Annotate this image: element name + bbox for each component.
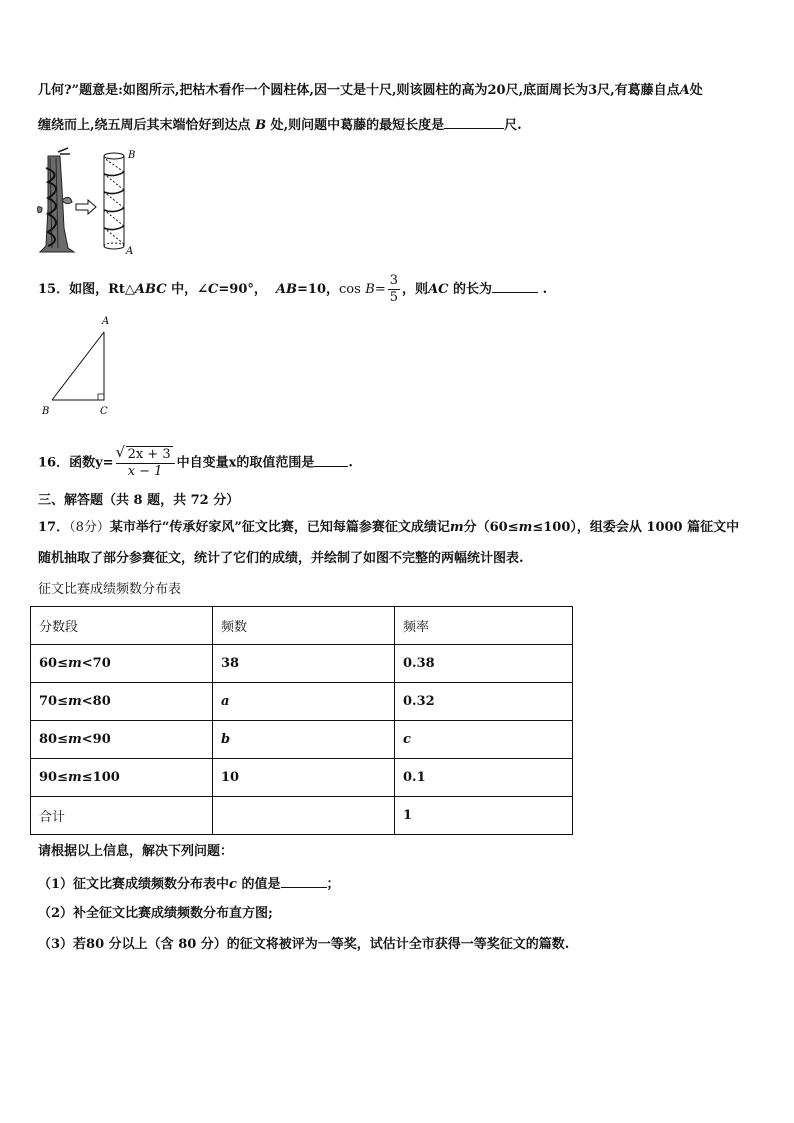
- q17-intro: 请根据以上信息，解决下列问题：: [38, 844, 234, 859]
- q17-line-2: 随机抽取了部分参赛征文，统计了它们的成绩，并绘制了如图不完整的两幅统计图表.: [38, 551, 524, 566]
- table-row: 80≤m<90 b c: [31, 721, 573, 759]
- header-range: 分数段: [31, 607, 213, 645]
- function-fraction: √ $\frac{2x + 3}{x - 1}$: [116, 446, 175, 480]
- q17-sub-3: （3）若80 分以上（含 80 分）的征文将被评为一等奖，试估计全市获得一等奖征文的篇数.: [38, 937, 570, 952]
- point-b: B: [255, 118, 267, 133]
- answer-blank-17-1: [281, 873, 327, 888]
- table-row: 90≤m≤100 10 0.1: [31, 759, 573, 797]
- arrow-right-icon: [76, 200, 96, 214]
- q16-line: 16．函数y= √ $\frac{2x + 3}{x - 1}$ 中自变量x的取值范围是 .: [38, 446, 353, 480]
- tree-cylinder-figure: [38, 148, 148, 258]
- table-header-row: [31, 607, 573, 645]
- header-count: 频数: [213, 607, 395, 645]
- table-title: 征文比赛成绩频数分布表: [38, 582, 182, 597]
- q15-number: 15．: [38, 282, 70, 297]
- cos-fraction: $\frac{3}{5}$: [389, 273, 399, 305]
- table-row: 70≤m<80 a 0.32: [31, 683, 573, 721]
- q14-line-1: 几何?”题意是:如图所示,把枯木看作一个圆柱体,因一丈是十尺,则该圆柱的高为20尺,底面周长为3尺,有葛藤自点A处: [38, 83, 703, 98]
- answer-blank-14: [444, 114, 504, 129]
- right-triangle-figure: [38, 312, 128, 422]
- answer-blank-16: [314, 452, 348, 467]
- q17-sub-1: （1）征文比赛成绩频数分布表中c 的值是 ；: [38, 873, 340, 895]
- q14-line-2: 缠绕而上,绕五周后其末端恰好到达点 B 处,则问题中葛藤的最短长度是 尺.: [38, 114, 522, 136]
- q15-line: 15．如图，Rt△ABC 中，∠C=90°， AB=10，cos B= $\frac{3}{5}$ ，则AC 的长为 .: [38, 273, 548, 305]
- figure-label-b: B: [128, 150, 136, 161]
- q16-number: 16．: [38, 455, 70, 471]
- q17-number: 17．: [38, 520, 70, 535]
- q17-line-1: 17．（8分）某市举行“传承好家风”征文比赛，已知每篇参赛征文成绩记m分（60≤m≤100），组委会从 1000 篇征文中: [38, 520, 740, 535]
- header-frequency: 频率: [395, 607, 573, 645]
- triangle-label-b: B: [42, 406, 50, 417]
- frequency-table: [30, 606, 573, 835]
- tree-trunk-icon: [38, 148, 75, 252]
- point-a: A: [679, 83, 690, 98]
- answer-blank-15: [492, 278, 538, 293]
- right-angle-mark: [98, 394, 104, 400]
- figure-label-a: A: [126, 246, 134, 257]
- q17-sub-2: （2）补全征文比赛成绩频数分布直方图;: [38, 906, 273, 921]
- table-total-row: 合计 1: [31, 797, 573, 835]
- triangle-label-a: A: [102, 316, 110, 327]
- table-row: 60≤m<70 38 0.38: [31, 645, 573, 683]
- triangle-label-c: C: [100, 406, 108, 417]
- cylinder-icon: [104, 153, 124, 249]
- sqrt-expression: √ 2x + 3: [126, 446, 173, 463]
- section-title: 三、解答题（共 8 题，共 72 分）: [38, 493, 240, 508]
